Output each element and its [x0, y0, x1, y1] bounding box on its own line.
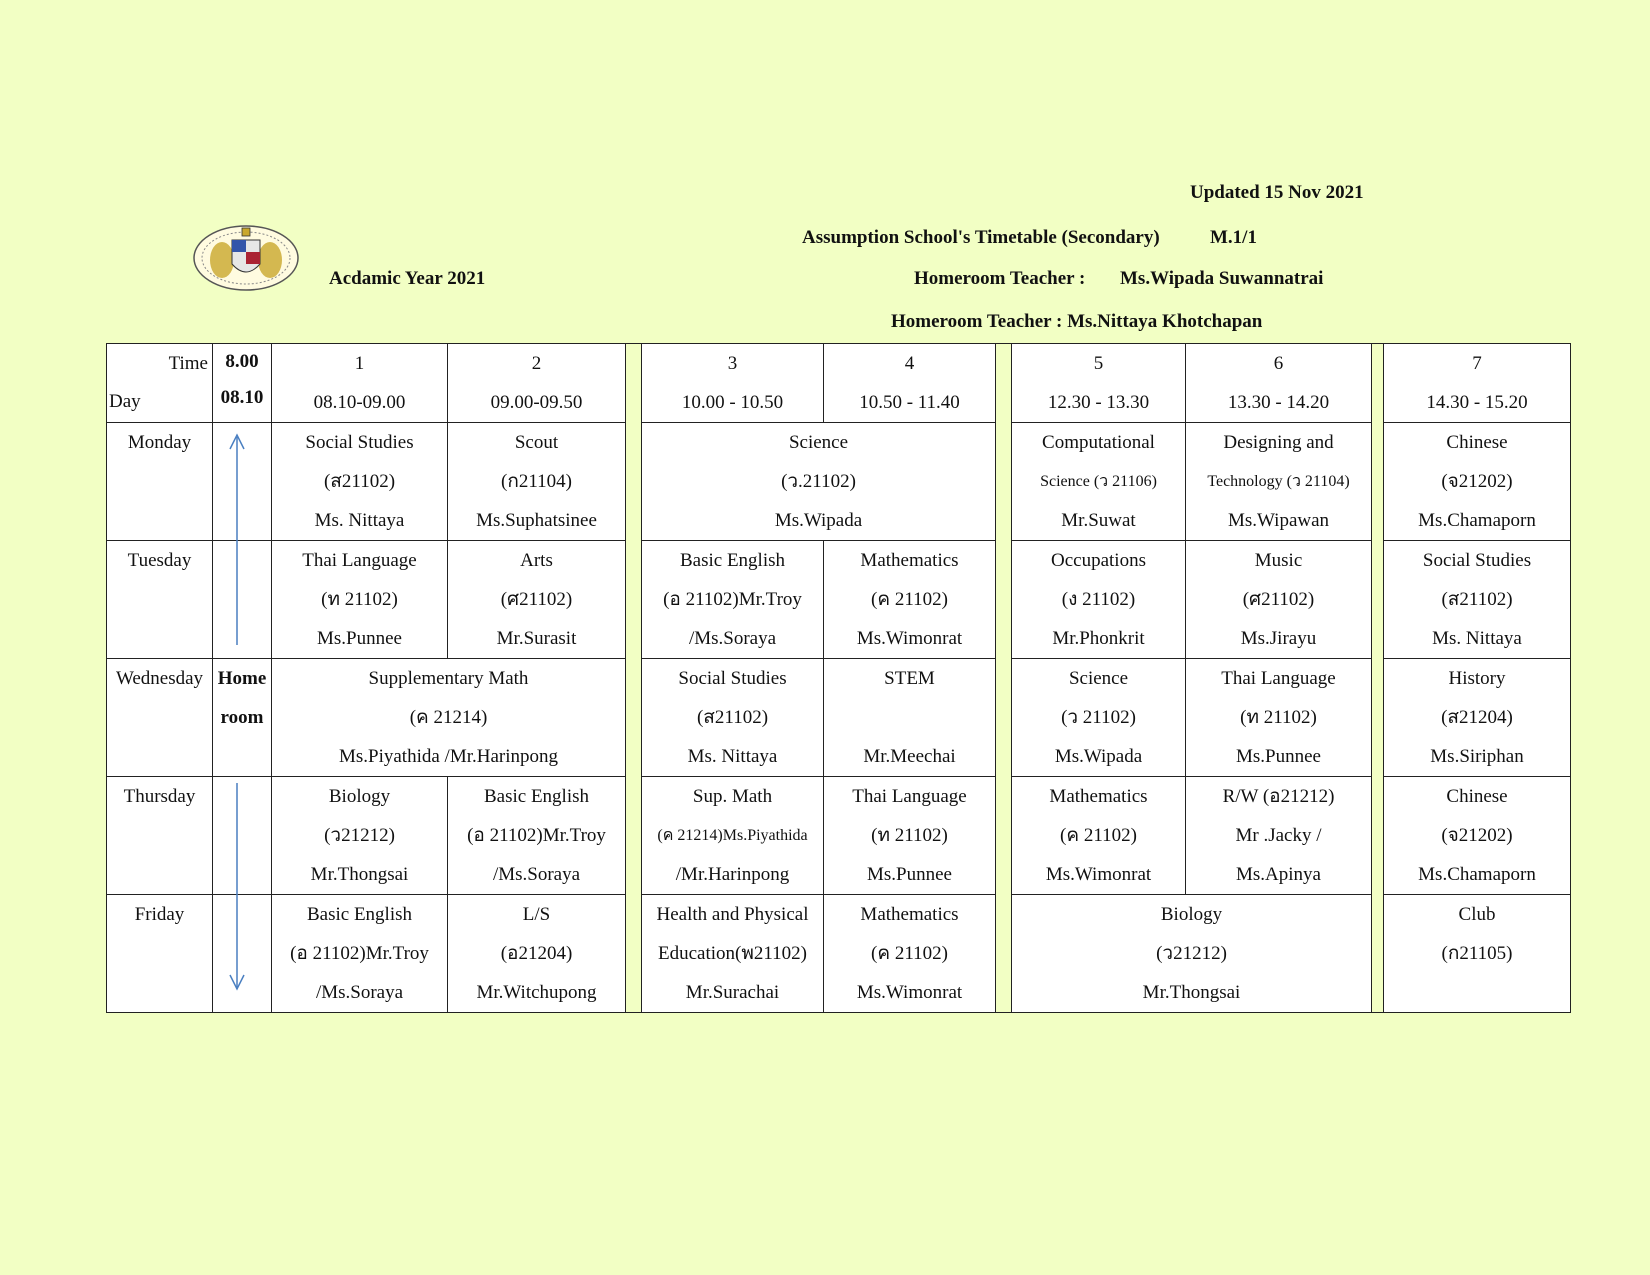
class-cell: Computational Science (ว 21106) Mr.Suwat: [1012, 423, 1186, 541]
lunch-gap: [996, 659, 1012, 777]
class-cell: Biology (ว21212) Mr.Thongsai: [1012, 895, 1372, 1013]
class-cell: Basic English (อ 21102)Mr.Troy /Ms.Soraya: [448, 777, 626, 895]
break-gap: [626, 344, 642, 423]
break-gap: [1372, 423, 1384, 541]
day-row-thursday: [107, 777, 1571, 895]
homeroom-teacher-2: Homeroom Teacher : Ms.Nittaya Khotchapan: [891, 311, 1263, 332]
day-wednesday: Wednesday: [107, 659, 213, 777]
homeroom-arrow-up: [213, 423, 272, 541]
day-row-monday: [107, 423, 1571, 541]
class-cell: Chinese (จ21202) Ms.Chamaporn: [1384, 777, 1571, 895]
homeroom-arrow-down: [213, 777, 272, 895]
period-header: 3 10.00 - 10.50: [642, 344, 824, 423]
class-cell: Social Studies (ส21102) Ms. Nittaya: [272, 423, 448, 541]
class-cell: Mathematics (ค 21102) Ms.Wimonrat: [1012, 777, 1186, 895]
lunch-gap: [996, 895, 1012, 1013]
period-header: 6 13.30 - 14.20: [1186, 344, 1372, 423]
class-cell: Supplementary Math (ค 21214) Ms.Piyathida /Mr.Harinpong: [272, 659, 626, 777]
class-cell: Social Studies (ส21102) Ms. Nittaya: [642, 659, 824, 777]
lunch-gap: [996, 541, 1012, 659]
class-cell: Music (ศ21102) Ms.Jirayu: [1186, 541, 1372, 659]
class-cell: Thai Language (ท 21102) Ms.Punnee: [1186, 659, 1372, 777]
time-label: Time: [168, 353, 208, 374]
day-row-tuesday: [107, 541, 1571, 659]
arrow-down-icon: [213, 777, 272, 1002]
school-logo-icon: [192, 224, 300, 292]
lunch-gap: [996, 777, 1012, 895]
class-cell: Basic English (อ 21102)Mr.Troy /Ms.Soraya: [272, 895, 448, 1013]
day-tuesday: Tuesday: [107, 541, 213, 659]
break-gap: [1372, 541, 1384, 659]
day-friday: Friday: [107, 895, 213, 1013]
day-thursday: Thursday: [107, 777, 213, 895]
homeroom-teacher-name: Ms.Wipada Suwannatrai: [1120, 268, 1324, 289]
day-row-friday: [107, 895, 1571, 1013]
class-cell: Health and Physical Education(พ21102) Mr.Surachai: [642, 895, 824, 1013]
class-name: M.1/1: [1210, 227, 1257, 248]
homeroom-time: 8.00 08.10: [213, 344, 272, 423]
lunch-gap: [996, 423, 1012, 541]
period-header: 2 09.00-09.50: [448, 344, 626, 423]
break-gap: [1372, 895, 1384, 1013]
break-gap: [626, 659, 642, 777]
class-cell: Designing and Technology (ว 21104) Ms.Wipawan: [1186, 423, 1372, 541]
day-row-wednesday: [107, 659, 1571, 777]
timetable: [106, 343, 1570, 1004]
break-gap: [626, 777, 642, 895]
page-title: Assumption School's Timetable (Secondary): [802, 227, 1160, 248]
class-cell: Club (ก21105): [1384, 895, 1571, 1013]
arrow-up-icon: [213, 423, 272, 648]
header-row: [107, 344, 1571, 423]
break-gap: [1372, 777, 1384, 895]
class-cell: History (ส21204) Ms.Siriphan: [1384, 659, 1571, 777]
class-cell: Thai Language (ท 21102) Ms.Punnee: [272, 541, 448, 659]
class-cell: STEM Mr.Meechai: [824, 659, 996, 777]
period-header: 4 10.50 - 11.40: [824, 344, 996, 423]
break-gap: [626, 423, 642, 541]
break-gap: [1372, 344, 1384, 423]
day-monday: Monday: [107, 423, 213, 541]
class-cell: Thai Language (ท 21102) Ms.Punnee: [824, 777, 996, 895]
break-gap: [626, 541, 642, 659]
lunch-gap: [996, 344, 1012, 423]
period-header: 7 14.30 - 15.20: [1384, 344, 1571, 423]
break-gap: [626, 895, 642, 1013]
class-cell: Social Studies (ส21102) Ms. Nittaya: [1384, 541, 1571, 659]
class-cell: Chinese (จ21202) Ms.Chamaporn: [1384, 423, 1571, 541]
class-cell: Scout (ก21104) Ms.Suphatsinee: [448, 423, 626, 541]
class-cell: L/S (อ21204) Mr.Witchupong: [448, 895, 626, 1013]
class-cell: Science (ว.21102) Ms.Wipada: [642, 423, 996, 541]
academic-year: Acdamic Year 2021: [329, 268, 486, 289]
class-cell: Basic English (อ 21102)Mr.Troy /Ms.Soraya: [642, 541, 824, 659]
homeroom-teacher-label: Homeroom Teacher :: [914, 268, 1086, 289]
day-label: Day: [109, 391, 141, 412]
updated-date: Updated 15 Nov 2021: [1190, 182, 1364, 203]
class-cell: Science (ว 21102) Ms.Wipada: [1012, 659, 1186, 777]
class-cell: R/W (อ21212) Mr .Jacky / Ms.Apinya: [1186, 777, 1372, 895]
class-cell: Mathematics (ค 21102) Ms.Wimonrat: [824, 895, 996, 1013]
homeroom-label: Home room: [213, 659, 272, 777]
period-header: 5 12.30 - 13.30: [1012, 344, 1186, 423]
class-cell: Mathematics (ค 21102) Ms.Wimonrat: [824, 541, 996, 659]
period-header: 1 08.10-09.00: [272, 344, 448, 423]
class-cell: Biology (ว21212) Mr.Thongsai: [272, 777, 448, 895]
break-gap: [1372, 659, 1384, 777]
class-cell: Arts (ศ21102) Mr.Surasit: [448, 541, 626, 659]
class-cell: Sup. Math (ค 21214)Ms.Piyathida /Mr.Harinpong: [642, 777, 824, 895]
time-day-corner: [107, 344, 213, 423]
class-cell: Occupations (ง 21102) Mr.Phonkrit: [1012, 541, 1186, 659]
